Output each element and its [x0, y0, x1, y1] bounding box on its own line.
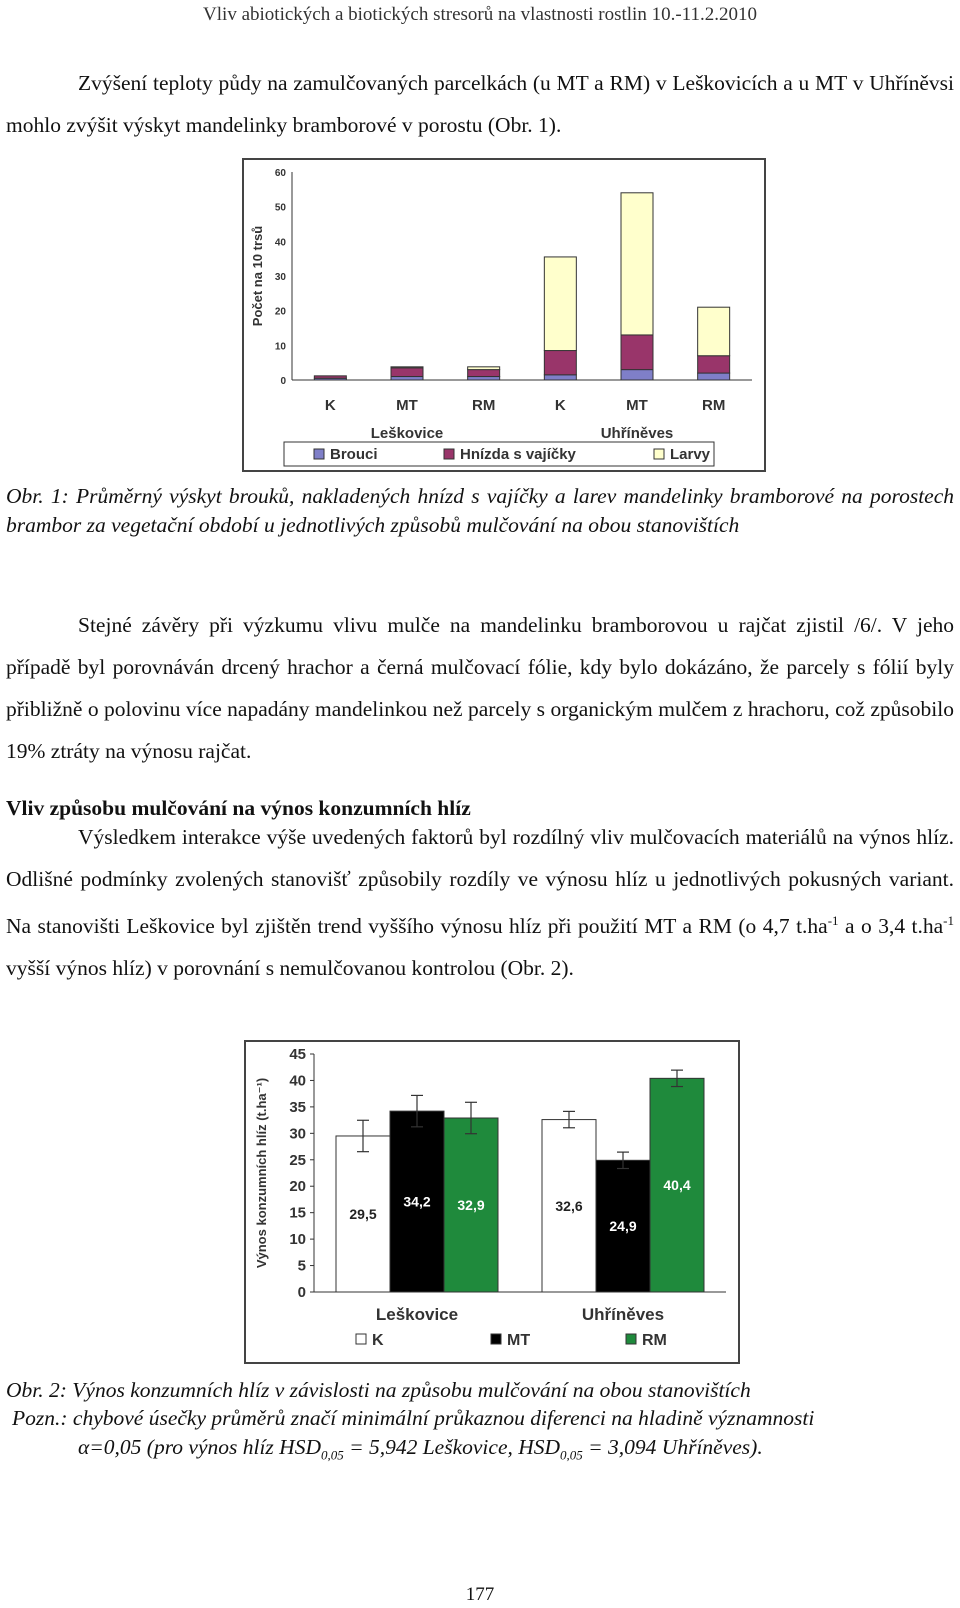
- bar-segment-larvy: [544, 257, 576, 351]
- intro-text: Zvýšení teploty půdy na zamulčovaných parcelkách (u MT a RM) v Leškovicích a u MT v Uhříněvsi mohlo zvýšit výskyt mandelinky bramborové v porostu (Obr. 1).: [6, 71, 954, 137]
- data-label: 29,5: [349, 1205, 377, 1222]
- page-number: 177: [465, 1584, 495, 1605]
- figure-1-chart: [242, 158, 766, 472]
- x-category-label: K: [324, 397, 336, 414]
- bar-segment-brouci: [544, 375, 576, 380]
- x-category-label: MT: [626, 397, 648, 414]
- y-tick-label: 40: [274, 237, 286, 249]
- bar-segment-hnízda-s-vajíčky: [698, 356, 730, 373]
- figure-2-note: [6, 1404, 954, 1469]
- x-category-label: MT: [396, 397, 418, 414]
- y-tick-label: 0: [280, 376, 286, 387]
- unit-superscript-2: -1: [943, 913, 955, 928]
- x-category-label: RM: [702, 397, 726, 414]
- y-tick-label: 5: [297, 1257, 306, 1275]
- bar-segment-hnízda-s-vajíčky: [391, 368, 423, 377]
- legend-swatch: [444, 449, 454, 459]
- y-tick-label: 50: [274, 202, 286, 214]
- y-tick-label: 35: [289, 1098, 306, 1116]
- bar-segment-brouci: [468, 377, 500, 380]
- x-category-label: K: [554, 397, 566, 414]
- data-label: 32,6: [555, 1197, 583, 1214]
- legend-label: K: [372, 1332, 384, 1349]
- legend-swatch: [491, 1334, 501, 1344]
- legend-swatch: [626, 1334, 636, 1344]
- bar-segment-larvy: [698, 307, 730, 356]
- legend-swatch: [356, 1334, 366, 1344]
- legend-swatch: [654, 449, 664, 459]
- bar-segment-hnízda-s-vajíčky: [468, 370, 500, 377]
- legend-label: Larvy: [670, 446, 711, 463]
- y-tick-label: 10: [274, 341, 286, 353]
- bar-segment-larvy: [468, 367, 500, 370]
- paragraph-3: [6, 816, 954, 989]
- bar-segment-hnízda-s-vajíčky: [314, 376, 346, 378]
- note-part-c: = 3,094 Uhříněves).: [582, 1435, 763, 1459]
- legend-label: Hnízda s vajíčky: [460, 446, 576, 463]
- y-tick-label: 30: [274, 272, 286, 283]
- note-line-2: [6, 1433, 954, 1469]
- paragraph-3-part2: a o 3,4 t.ha: [838, 914, 944, 939]
- data-label: 34,2: [403, 1193, 431, 1210]
- note-part-a: α=0,05 (pro výnos hlíz HSD: [78, 1435, 321, 1459]
- paragraph-3-part1: Výsledkem interakce výše uvedených faktorů byl rozdílný vliv mulčovacích materiálů na výnos hlíz. Odlišné podmínky zvolených stanovišť způsobily rozdíly ve výnosu hlíz u jednotlivých pokusných variant. Na stanovišti Leškovice byl zjištěn trend vyššího výnosu hlíz při použití MT a RM (o 4,7 t.ha: [6, 825, 954, 939]
- figure-1-svg: [244, 160, 764, 470]
- figure-1-caption: Obr. 1: Průměrný výskyt brouků, nakladených hnízd s vajíčky a larev mandelinky bramborové na porostech brambor za vegetační období u jednotlivých způsobů mulčování na obou stanovištích: [6, 484, 954, 537]
- y-axis-label: Počet na 10 trsů: [250, 225, 265, 327]
- y-tick-label: 15: [289, 1204, 306, 1222]
- y-tick-label: 20: [289, 1178, 306, 1196]
- unit-superscript-1: -1: [827, 913, 839, 928]
- y-tick-label: 10: [289, 1231, 306, 1249]
- bar-segment-larvy: [621, 193, 653, 335]
- running-header: Vliv abiotických a biotických stresorů na vlastnosti rostlin 10.-11.2.2010: [203, 4, 757, 25]
- bar-segment-brouci: [391, 377, 423, 380]
- y-tick-label: 25: [289, 1151, 306, 1169]
- x-category-label: RM: [472, 397, 496, 414]
- y-tick-label: 45: [289, 1046, 306, 1063]
- y-tick-label: 20: [274, 306, 286, 318]
- y-tick-label: 60: [274, 168, 286, 179]
- figure-2-svg: [246, 1042, 738, 1362]
- note-sub-a: 0,05: [320, 1447, 344, 1463]
- bar-segment-brouci: [621, 370, 653, 380]
- paragraph-3-part3: vyšší výnos hlíz) v porovnání s nemulčovanou kontrolou (Obr. 2).: [6, 956, 574, 981]
- legend-label: Brouci: [330, 446, 378, 463]
- y-tick-label: 40: [289, 1072, 306, 1090]
- y-tick-label: 30: [289, 1125, 306, 1143]
- x-group-label: Uhříněves: [600, 425, 674, 442]
- y-tick-label: 0: [297, 1284, 306, 1301]
- note-sub-b: 0,05: [560, 1447, 583, 1463]
- x-group-label: Leškovice: [375, 1305, 459, 1324]
- data-label: 24,9: [609, 1218, 637, 1235]
- legend-swatch: [314, 449, 324, 459]
- section-heading: Vliv způsobu mulčování na výnos konzumních hlíz: [6, 796, 471, 820]
- x-group-label: Leškovice: [370, 425, 444, 442]
- bar-segment-hnízda-s-vajíčky: [544, 351, 576, 375]
- bar-segment-hnízda-s-vajíčky: [621, 335, 653, 370]
- paragraph-2: Stejné závěry při výzkumu vlivu mulče na mandelinku bramborovou u rajčat zjistil /6/. V jeho případě byl porovnáván drcený hrachor a černá mulčovací fólie, kdy bylo dokázáno, že parcely s fólií byly přibližně o polovinu více napadány mandelinkou než parcely s organickým mulčem z hrachoru, což způsobilo 19% ztráty na výnosu rajčat.: [6, 613, 954, 763]
- x-group-label: Uhříněves: [581, 1305, 665, 1324]
- data-label: 40,4: [663, 1177, 691, 1194]
- legend-label: RM: [642, 1332, 667, 1349]
- legend-label: MT: [507, 1332, 531, 1349]
- figure-2-chart: [244, 1040, 740, 1364]
- note-part-b: = 5,942 Leškovice, HSD: [343, 1435, 561, 1459]
- figure-2-caption: Obr. 2: Výnos konzumních hlíz v závislosti na způsobu mulčování na obou stanovištích: [6, 1378, 751, 1402]
- y-axis-label: Výnos konzumních hlíz (t.ha⁻¹): [254, 1077, 269, 1269]
- data-label: 32,9: [457, 1196, 485, 1213]
- note-line-1: Pozn.: chybové úsečky průměrů značí minimální průkaznou diferenci na hladině významnosti: [12, 1406, 815, 1430]
- bar-segment-larvy: [391, 367, 423, 368]
- bar-segment-brouci: [698, 373, 730, 380]
- intro-paragraph: [6, 62, 954, 146]
